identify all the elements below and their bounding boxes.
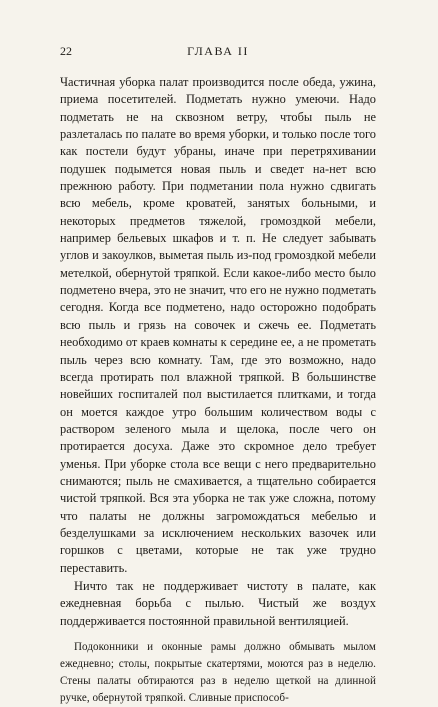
paragraph-cleaning-procedure: Частичная уборка палат производится после обеда, ужина, приема посетителей. Подметать нужно умеючи. Надо подметать не на сквозном ветру, чтобы пыль не разлеталась по палате во время уборки, и только после того как постели будут убраны, иначе при перетряхивании подушек подымется новая пыль и сведет на-нет всю прежнюю работу. При подметании пола нужно сдвигать всю мебель, кроме кроватей, занятых больными, и некоторых предметов тяжелой, громоздкой мебели, например бельевых шкафов и т. п. Не следует забывать углов и закоулков, выметая пыль из-под громоздкой мебели метелкой, обернутой тряпкой. Если какое-либо место было подметено вчера, это не значит, что его не нужно подметать сегодня. Когда все подметено, надо осторожно подобрать всю пыль и грязь на совочек и сжечь ее. Подметать необходимо от краев комнаты к середине ее, а не прометать пыль через всю комнату. Там, где это возможно, надо всегда протирать пол влажной тряпкой. В большинстве новейших госпиталей пол выстилается плитками, и тогда он моется каждое утро большим количеством воды с раствором зеленого мыла и щелока, после чего он протирается досуха. Даже это скромное дело требует уменья. При уборке стола все вещи с него предварительно снимаются; пыль не смахивается, а тщательно собирается чистой тряпкой. Вся эта уборка не так уже сложна, потому что палаты не должны загромождаться мебелью и безделушками за исключением нескольких вазочек или горшков с цветами, которые не так уже трудно переставить. bbox=[60, 75, 376, 575]
page-number: 22 bbox=[60, 44, 72, 58]
page-header bbox=[60, 44, 376, 62]
body-text bbox=[60, 74, 376, 707]
paragraph-window-washing: Подоконники и оконные рамы должно обмывать мылом ежедневно; столы, покрытые скатертями, моются раз в неделю. Стены палаты обтираются раз в неделю щеткой на длинной ручке, обернутой тряпкой. Сливные приспособ- bbox=[60, 641, 376, 704]
paragraph-dust-control: Ничто так не поддерживает чистоту в палате, как ежедневная борьба с пылью. Чистый же воздух поддерживается постоянной правильной вентиляцией. bbox=[60, 578, 376, 628]
chapter-heading: ГЛАВА II bbox=[187, 44, 249, 58]
